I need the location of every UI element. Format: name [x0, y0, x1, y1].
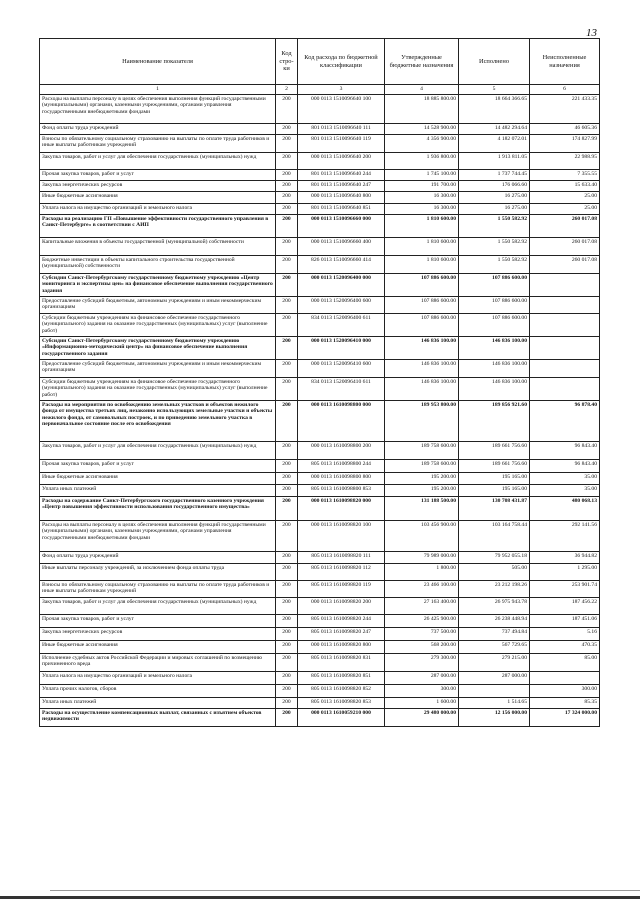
row-line-code: 200 — [276, 459, 298, 472]
column-number: 5 — [459, 85, 530, 95]
row-line-code: 200 — [276, 123, 298, 134]
row-budget-code: 000 0113 1510096640 100 — [298, 94, 385, 123]
row-unexecuted-amount: 187 451.06 — [530, 614, 600, 627]
row-approved-amount: 1 810 600.00 — [385, 214, 459, 237]
row-approved-amount: 4 356 900.00 — [385, 134, 459, 152]
row-approved-amount: 189 953 800.00 — [385, 400, 459, 441]
row-unexecuted-amount: 25.00 — [530, 203, 600, 214]
row-executed-amount: 1 514.65 — [459, 697, 530, 708]
row-approved-amount: 18 885 800.00 — [385, 94, 459, 123]
table-row — [40, 169, 600, 180]
table-row — [40, 580, 600, 597]
row-indicator-name: Исполнение судебных актов Российской Федерации и мировых соглашений по возмещению причиненного вреда — [40, 653, 276, 671]
row-approved-amount: 1 745 100.00 — [385, 169, 459, 180]
row-indicator-name: Прочая закупка товаров, работ и услуг — [40, 614, 276, 627]
table-row — [40, 684, 600, 697]
row-unexecuted-amount — [530, 671, 600, 684]
table-row — [40, 551, 600, 563]
table-row — [40, 441, 600, 459]
row-budget-code: 801 0113 1510096640 119 — [298, 134, 385, 152]
row-line-code: 200 — [276, 551, 298, 563]
row-executed-amount: 279 215.00 — [459, 653, 530, 671]
row-indicator-name: Закупка энергетических ресурсов — [40, 180, 276, 191]
row-executed-amount: 146 836 100.00 — [459, 359, 530, 377]
row-indicator-name: Расходы на реализацию ГП «Повышение эффективности государственного управления в Санкт-Петербурге» в соответствии с АИП — [40, 214, 276, 237]
row-unexecuted-amount: 292 141.56 — [530, 520, 600, 551]
row-line-code: 200 — [276, 255, 298, 273]
row-budget-code: 000 0113 1610098800 200 — [298, 441, 385, 459]
row-unexecuted-amount: 46 605.36 — [530, 123, 600, 134]
table-row — [40, 152, 600, 169]
table-row — [40, 520, 600, 551]
table-body — [40, 94, 600, 726]
header-executed: Исполнено — [459, 39, 530, 85]
row-executed-amount: 26 975 943.78 — [459, 597, 530, 614]
row-budget-code: 000 0113 1610098820 800 — [298, 640, 385, 653]
row-unexecuted-amount — [530, 336, 600, 359]
row-budget-code: 000 0113 1510096640 200 — [298, 152, 385, 169]
row-approved-amount: 29 480 000.00 — [385, 708, 459, 726]
row-indicator-name: Субсидии Санкт-Петербургскому государственному бюджетному учреждению «Информационно-методический центр» на финансовое обеспечение выполнения государственного задания — [40, 336, 276, 359]
row-line-code: 200 — [276, 134, 298, 152]
table-header-row — [40, 39, 600, 85]
row-approved-amount: 131 188 500.00 — [385, 496, 459, 520]
row-indicator-name: Уплата иных платежей — [40, 484, 276, 496]
row-indicator-name: Иные выплаты персоналу учреждений, за исключением фонда оплаты труда — [40, 563, 276, 580]
row-budget-code: 000 0113 1520096400 600 — [298, 296, 385, 313]
row-executed-amount: 195 165.00 — [459, 484, 530, 496]
row-approved-amount: 737 500.00 — [385, 627, 459, 640]
row-indicator-name: Взносы по обязательному социальному страхованию на выплаты по оплате труда работников и иные выплаты работникам учреждений — [40, 580, 276, 597]
row-approved-amount: 189 758 600.00 — [385, 441, 459, 459]
row-budget-code: 000 0113 1610098820 200 — [298, 597, 385, 614]
row-line-code: 200 — [276, 169, 298, 180]
row-unexecuted-amount — [530, 359, 600, 377]
row-unexecuted-amount: 187 456.22 — [530, 597, 600, 614]
row-unexecuted-amount: 480 068.13 — [530, 496, 600, 520]
row-line-code: 200 — [276, 296, 298, 313]
table-row — [40, 377, 600, 400]
row-indicator-name: Расходы на выплаты персоналу в целях обеспечения выполнения функций государственными (муниципальными) органами, казенными учреждениями, органами управления государственными внебюджетными фондами — [40, 94, 276, 123]
table-row — [40, 191, 600, 203]
row-indicator-name: Уплата прочих налогов, сборов — [40, 684, 276, 697]
row-line-code: 200 — [276, 180, 298, 191]
row-indicator-name: Закупка товаров, работ и услуг для обеспечения государственных (муниципальных) нужд — [40, 152, 276, 169]
table-row — [40, 472, 600, 484]
row-approved-amount: 26 425 900.00 — [385, 614, 459, 627]
row-line-code: 200 — [276, 627, 298, 640]
row-budget-code: 805 0113 1610098820 853 — [298, 697, 385, 708]
row-indicator-name: Уплата налога на имущество организаций и земельного налога — [40, 203, 276, 214]
row-budget-code: 000 0113 1610098820 000 — [298, 496, 385, 520]
header-indicator-name: Наименование показателя — [40, 39, 276, 85]
row-unexecuted-amount: 1 295.00 — [530, 563, 600, 580]
row-executed-amount: 1 550 582.92 — [459, 214, 530, 237]
row-line-code: 200 — [276, 496, 298, 520]
header-budget-code: Код расхода по бюджетной классификации — [298, 39, 385, 85]
row-approved-amount: 1 600.00 — [385, 697, 459, 708]
row-budget-code: 805 0113 1610098820 244 — [298, 614, 385, 627]
row-line-code: 200 — [276, 94, 298, 123]
row-indicator-name: Закупка товаров, работ и услуг для обеспечения государственных (муниципальных) нужд — [40, 597, 276, 614]
row-executed-amount: 107 886 600.00 — [459, 273, 530, 296]
row-line-code: 200 — [276, 684, 298, 697]
row-indicator-name: Иные бюджетные ассигнования — [40, 640, 276, 653]
row-indicator-name: Уплата налога на имущество организаций и земельного налога — [40, 671, 276, 684]
table-row — [40, 336, 600, 359]
row-unexecuted-amount — [530, 377, 600, 400]
row-executed-amount: 107 886 600.00 — [459, 296, 530, 313]
row-approved-amount: 195 200.00 — [385, 472, 459, 484]
row-line-code: 200 — [276, 359, 298, 377]
row-budget-code: 805 0113 1610098820 112 — [298, 563, 385, 580]
row-executed-amount: 16 275.00 — [459, 203, 530, 214]
row-line-code: 200 — [276, 336, 298, 359]
row-unexecuted-amount: 96 843.40 — [530, 441, 600, 459]
row-budget-code: 834 0113 1520096400 611 — [298, 313, 385, 336]
scan-bottom-border — [0, 896, 640, 899]
row-executed-amount: 146 836 100.00 — [459, 336, 530, 359]
row-indicator-name: Субсидии бюджетным учреждениям на финансовое обеспечение государственного (муниципального) задания на оказание государственных (муниципальных) услуг (выполнение работ) — [40, 313, 276, 336]
row-approved-amount: 568 200.00 — [385, 640, 459, 653]
row-budget-code: 000 0113 1520096410 000 — [298, 336, 385, 359]
row-unexecuted-amount: 5.16 — [530, 627, 600, 640]
table-row — [40, 671, 600, 684]
row-indicator-name: Субсидии Санкт-Петербургскому государственному бюджетному учреждению «Центр мониторинга и экспертизы цен» на финансовое обеспечение выполнения государственного задания — [40, 273, 276, 296]
row-approved-amount: 1 810 600.00 — [385, 237, 459, 255]
row-indicator-name: Закупка товаров, работ и услуг для обеспечения государственных (муниципальных) нужд — [40, 441, 276, 459]
row-line-code: 200 — [276, 614, 298, 627]
row-budget-code: 000 0113 1610098820 100 — [298, 520, 385, 551]
table-row — [40, 94, 600, 123]
row-line-code: 200 — [276, 563, 298, 580]
row-approved-amount: 107 886 600.00 — [385, 296, 459, 313]
row-line-code: 200 — [276, 203, 298, 214]
table-row — [40, 255, 600, 273]
row-executed-amount: 1 913 811.05 — [459, 152, 530, 169]
row-executed-amount — [459, 684, 530, 697]
row-unexecuted-amount: 85.35 — [530, 697, 600, 708]
row-line-code: 200 — [276, 313, 298, 336]
row-indicator-name: Фонд оплаты труда учреждений — [40, 123, 276, 134]
row-unexecuted-amount: 300.00 — [530, 684, 600, 697]
row-line-code: 200 — [276, 214, 298, 237]
row-executed-amount: 14 482 294.64 — [459, 123, 530, 134]
row-approved-amount: 146 836 100.00 — [385, 377, 459, 400]
header-unexecuted: Неисполненные назначения — [530, 39, 600, 85]
row-budget-code: 000 0113 1520096410 600 — [298, 359, 385, 377]
row-line-code: 200 — [276, 697, 298, 708]
row-unexecuted-amount: 470.35 — [530, 640, 600, 653]
table-row — [40, 359, 600, 377]
column-number: 3 — [298, 85, 385, 95]
row-executed-amount: 195 165.00 — [459, 472, 530, 484]
row-approved-amount: 23 466 100.00 — [385, 580, 459, 597]
row-approved-amount: 1 810 600.00 — [385, 255, 459, 273]
budget-execution-table — [39, 38, 600, 727]
row-executed-amount: 737 494.84 — [459, 627, 530, 640]
table-row — [40, 708, 600, 726]
row-unexecuted-amount: 36 944.82 — [530, 551, 600, 563]
row-budget-code: 801 0113 1510096640 851 — [298, 203, 385, 214]
row-approved-amount: 1 800.00 — [385, 563, 459, 580]
row-line-code: 200 — [276, 708, 298, 726]
row-executed-amount: 107 886 600.00 — [459, 313, 530, 336]
row-budget-code: 805 0113 1610098820 111 — [298, 551, 385, 563]
row-unexecuted-amount: 25.00 — [530, 191, 600, 203]
table-row — [40, 237, 600, 255]
row-line-code: 200 — [276, 580, 298, 597]
row-unexecuted-amount — [530, 313, 600, 336]
column-number-row — [40, 85, 600, 95]
row-executed-amount: 16 275.00 — [459, 191, 530, 203]
row-approved-amount: 1 936 800.00 — [385, 152, 459, 169]
table-row — [40, 496, 600, 520]
row-budget-code: 805 0113 1610098820 247 — [298, 627, 385, 640]
row-budget-code: 000 0113 1520096400 000 — [298, 273, 385, 296]
row-budget-code: 801 0113 1510096640 247 — [298, 180, 385, 191]
row-approved-amount: 191 700.00 — [385, 180, 459, 191]
row-executed-amount: 176 066.60 — [459, 180, 530, 191]
row-unexecuted-amount: 85.00 — [530, 653, 600, 671]
row-line-code: 200 — [276, 273, 298, 296]
row-approved-amount: 146 836 100.00 — [385, 359, 459, 377]
table-row — [40, 484, 600, 496]
row-approved-amount: 287 000.00 — [385, 671, 459, 684]
row-budget-code: 000 0113 1610098800 800 — [298, 472, 385, 484]
table-row — [40, 627, 600, 640]
row-indicator-name: Уплата иных платежей — [40, 697, 276, 708]
row-budget-code: 805 0113 1610098820 852 — [298, 684, 385, 697]
row-line-code: 200 — [276, 640, 298, 653]
row-executed-amount: 103 164 758.44 — [459, 520, 530, 551]
table-row — [40, 597, 600, 614]
row-unexecuted-amount: 7 355.55 — [530, 169, 600, 180]
row-line-code: 200 — [276, 441, 298, 459]
row-indicator-name: Закупка энергетических ресурсов — [40, 627, 276, 640]
table-row — [40, 203, 600, 214]
row-indicator-name: Прочая закупка товаров, работ и услуг — [40, 459, 276, 472]
row-unexecuted-amount: 260 017.08 — [530, 214, 600, 237]
row-indicator-name: Расходы на выплаты персоналу в целях обеспечения выполнения функций государственными (муниципальными) органами, казенными учреждениями, органами управления государственными внебюджетными фондами — [40, 520, 276, 551]
header-line-code: Код стро-ки — [276, 39, 298, 85]
row-executed-amount: 23 212 198.26 — [459, 580, 530, 597]
row-budget-code: 801 0113 1510096640 111 — [298, 123, 385, 134]
row-budget-code: 826 0113 1510096660 414 — [298, 255, 385, 273]
row-unexecuted-amount: 221 433.35 — [530, 94, 600, 123]
row-budget-code: 805 0113 1610098800 244 — [298, 459, 385, 472]
row-approved-amount: 107 886 600.00 — [385, 273, 459, 296]
row-line-code: 200 — [276, 597, 298, 614]
row-line-code: 200 — [276, 377, 298, 400]
row-line-code: 200 — [276, 671, 298, 684]
row-executed-amount: 189 856 921.60 — [459, 400, 530, 441]
row-indicator-name: Взносы по обязательному социальному страхованию на выплаты по оплате труда работников и иные выплаты работникам учреждений — [40, 134, 276, 152]
row-budget-code: 805 0113 1610098820 831 — [298, 653, 385, 671]
row-indicator-name: Расходы на мероприятия по освобождению земельных участков и объектов нежилого фонда от имущества третьих лиц, незаконно использующих земельные участки и объекты нежилого фонда, от самовольных построек, и по приведению земельного участка в первоначальное состояние после его освобождения — [40, 400, 276, 441]
row-approved-amount: 103 456 900.00 — [385, 520, 459, 551]
table-row — [40, 134, 600, 152]
row-approved-amount: 16 300.00 — [385, 191, 459, 203]
row-line-code: 200 — [276, 520, 298, 551]
row-unexecuted-amount — [530, 273, 600, 296]
table-row — [40, 214, 600, 237]
row-unexecuted-amount: 96 843.40 — [530, 459, 600, 472]
row-approved-amount: 16 300.00 — [385, 203, 459, 214]
row-budget-code: 000 0113 1610098800 000 — [298, 400, 385, 441]
row-budget-code: 805 0113 1610098820 119 — [298, 580, 385, 597]
row-executed-amount: 189 661 756.60 — [459, 441, 530, 459]
table-row — [40, 640, 600, 653]
table-row — [40, 273, 600, 296]
row-unexecuted-amount: 260 017.08 — [530, 255, 600, 273]
row-executed-amount: 18 664 366.65 — [459, 94, 530, 123]
row-approved-amount: 107 886 600.00 — [385, 313, 459, 336]
row-indicator-name: Капитальные вложения в объекты государственной (муниципальной) собственности — [40, 237, 276, 255]
row-line-code: 200 — [276, 237, 298, 255]
row-unexecuted-amount: 35.00 — [530, 484, 600, 496]
row-budget-code: 801 0113 1510096640 244 — [298, 169, 385, 180]
row-executed-amount: 146 836 100.00 — [459, 377, 530, 400]
table-row — [40, 180, 600, 191]
row-executed-amount: 1 550 582.92 — [459, 237, 530, 255]
row-approved-amount: 279 300.00 — [385, 653, 459, 671]
row-executed-amount: 12 156 000.00 — [459, 708, 530, 726]
column-number: 1 — [40, 85, 276, 95]
row-unexecuted-amount: 253 901.74 — [530, 580, 600, 597]
row-budget-code: 000 0113 1610059210 000 — [298, 708, 385, 726]
row-executed-amount: 1 737 744.45 — [459, 169, 530, 180]
row-indicator-name: Прочая закупка товаров, работ и услуг — [40, 169, 276, 180]
table-row — [40, 563, 600, 580]
column-number: 4 — [385, 85, 459, 95]
row-approved-amount: 189 758 600.00 — [385, 459, 459, 472]
row-indicator-name: Предоставление субсидий бюджетным, автономным учреждениям и иным некоммерческим организациям — [40, 296, 276, 313]
header-approved: Утвержденные бюджетные назначения — [385, 39, 459, 85]
row-unexecuted-amount: 15 633.40 — [530, 180, 600, 191]
row-approved-amount: 146 836 100.00 — [385, 336, 459, 359]
row-executed-amount: 505.00 — [459, 563, 530, 580]
table-row — [40, 459, 600, 472]
column-number: 6 — [530, 85, 600, 95]
row-executed-amount: 79 952 055.18 — [459, 551, 530, 563]
row-executed-amount: 4 182 072.01 — [459, 134, 530, 152]
table-row — [40, 123, 600, 134]
table-row — [40, 400, 600, 441]
row-unexecuted-amount: 22 988.95 — [530, 152, 600, 169]
table-row — [40, 296, 600, 313]
row-line-code: 200 — [276, 472, 298, 484]
row-unexecuted-amount: 17 324 000.00 — [530, 708, 600, 726]
row-line-code: 200 — [276, 653, 298, 671]
row-approved-amount: 195 200.00 — [385, 484, 459, 496]
table-row — [40, 653, 600, 671]
table-row — [40, 697, 600, 708]
row-unexecuted-amount: 174 827.99 — [530, 134, 600, 152]
row-budget-code: 000 0113 1510096660 000 — [298, 214, 385, 237]
row-unexecuted-amount — [530, 296, 600, 313]
row-line-code: 200 — [276, 400, 298, 441]
row-line-code: 200 — [276, 484, 298, 496]
row-executed-amount: 26 238 448.94 — [459, 614, 530, 627]
row-executed-amount: 130 708 431.87 — [459, 496, 530, 520]
row-budget-code: 000 0113 1510096640 800 — [298, 191, 385, 203]
row-line-code: 200 — [276, 152, 298, 169]
row-unexecuted-amount: 260 017.08 — [530, 237, 600, 255]
row-budget-code: 834 0113 1520096410 611 — [298, 377, 385, 400]
row-line-code: 200 — [276, 191, 298, 203]
row-executed-amount: 1 550 582.92 — [459, 255, 530, 273]
row-indicator-name: Иные бюджетные ассигнования — [40, 191, 276, 203]
row-approved-amount: 14 528 900.00 — [385, 123, 459, 134]
row-indicator-name: Предоставление субсидий бюджетным, автономным учреждениям и иным некоммерческим организациям — [40, 359, 276, 377]
row-indicator-name: Субсидии бюджетным учреждениям на финансовое обеспечение государственного (муниципального) задания на оказание государственных (муниципальных) услуг (выполнение работ) — [40, 377, 276, 400]
row-approved-amount: 27 163 400.00 — [385, 597, 459, 614]
scan-edge-line — [50, 890, 640, 891]
row-unexecuted-amount: 96 878.40 — [530, 400, 600, 441]
table-row — [40, 614, 600, 627]
page-number: 13 — [586, 27, 597, 39]
row-indicator-name: Расходы на содержание Санкт-Петербургского государственного казенного учреждения «Центр повышения эффективности использования государственного имущества» — [40, 496, 276, 520]
row-budget-code: 000 0113 1510096660 400 — [298, 237, 385, 255]
row-indicator-name: Фонд оплаты труда учреждений — [40, 551, 276, 563]
column-number: 2 — [276, 85, 298, 95]
row-indicator-name: Расходы на осуществление компенсационных выплат, связанных с изъятием объектов недвижимости — [40, 708, 276, 726]
table-row — [40, 313, 600, 336]
row-indicator-name: Бюджетные инвестиции в объекты капитального строительства государственной (муниципальной) собственности — [40, 255, 276, 273]
row-indicator-name: Иные бюджетные ассигнования — [40, 472, 276, 484]
row-executed-amount: 287 000.00 — [459, 671, 530, 684]
row-executed-amount: 189 661 756.60 — [459, 459, 530, 472]
row-unexecuted-amount: 35.00 — [530, 472, 600, 484]
row-approved-amount: 79 989 000.00 — [385, 551, 459, 563]
row-budget-code: 805 0113 1610098820 851 — [298, 671, 385, 684]
row-executed-amount: 567 729.65 — [459, 640, 530, 653]
row-approved-amount: 300.00 — [385, 684, 459, 697]
row-budget-code: 805 0113 1610098800 853 — [298, 484, 385, 496]
